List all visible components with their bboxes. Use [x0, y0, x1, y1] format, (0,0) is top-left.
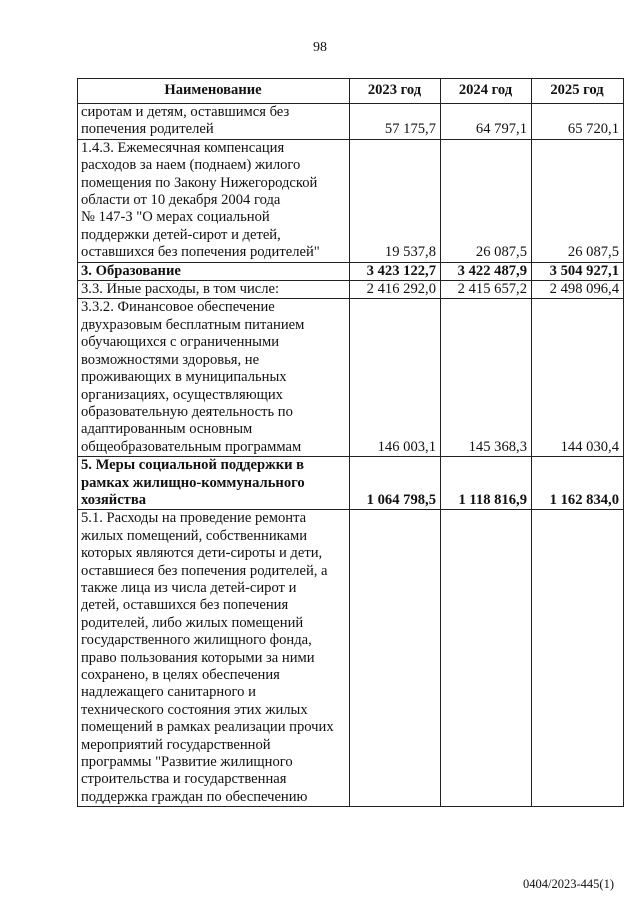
table-header-row — [78, 79, 624, 104]
table-row — [78, 104, 624, 140]
row-value-2025: 1 162 834,0 — [532, 457, 624, 510]
row-value-2024: 3 422 487,9 — [441, 262, 532, 280]
row-name: сиротам и детям, оставшимся без попечения родителей — [78, 104, 350, 140]
row-value-2024: 64 797,1 — [441, 104, 532, 140]
row-name: 5. Меры социальной поддержки в рамках жилищно-коммунального хозяйства — [78, 457, 350, 510]
table-row — [78, 299, 624, 457]
row-value-2024 — [441, 510, 532, 807]
row-name: 3. Образование — [78, 262, 350, 280]
row-value-2023 — [350, 510, 441, 807]
row-name: 5.1. Расходы на проведение ремонта жилых помещений, собственниками которых являются дети-сироты и дети, оставшиеся без попечения родителей, а также лица из числа детей-сирот и детей, оставшихся без попечения родителей, либо жилых помещений государственного жилищного фонда, право пользования которыми за ними сохранено, в целях обеспечения надлежащего санитарного и технического состояния этих жилых помещений в рамках реализации прочих мероприятий государственной программы "Развитие жилищного строительства и государственная поддержка граждан по обеспечению — [78, 510, 350, 807]
row-value-2024: 2 415 657,2 — [441, 281, 532, 299]
table-row-section — [78, 457, 624, 510]
table-row — [78, 281, 624, 299]
row-value-2024: 145 368,3 — [441, 299, 532, 457]
row-value-2025: 2 498 096,4 — [532, 281, 624, 299]
row-value-2025: 3 504 927,1 — [532, 262, 624, 280]
row-value-2023: 1 064 798,5 — [350, 457, 441, 510]
row-name: 3.3. Иные расходы, в том числе: — [78, 281, 350, 299]
header-2024: 2024 год — [441, 79, 532, 104]
header-2025: 2025 год — [532, 79, 624, 104]
table-row — [78, 139, 624, 262]
row-value-2023: 146 003,1 — [350, 299, 441, 457]
row-value-2023: 57 175,7 — [350, 104, 441, 140]
row-value-2023: 2 416 292,0 — [350, 281, 441, 299]
row-value-2023: 19 537,8 — [350, 139, 441, 262]
table-row-section — [78, 262, 624, 280]
row-value-2024: 26 087,5 — [441, 139, 532, 262]
row-value-2025: 144 030,4 — [532, 299, 624, 457]
row-value-2025: 65 720,1 — [532, 104, 624, 140]
row-value-2025 — [532, 510, 624, 807]
row-value-2025: 26 087,5 — [532, 139, 624, 262]
row-name: 1.4.3. Ежемесячная компенсация расходов за наем (поднаем) жилого помещения по Закону Нижегородской области от 10 декабря 2004 года № 147-З "О мерах социальной поддержки детей-сирот и детей, оставшихся без попечения родителей" — [78, 139, 350, 262]
header-name: Наименование — [78, 79, 350, 104]
page-number: 98 — [313, 40, 327, 55]
document-code: 0404/2023-445(1) — [523, 877, 614, 891]
row-value-2023: 3 423 122,7 — [350, 262, 441, 280]
row-value-2024: 1 118 816,9 — [441, 457, 532, 510]
header-2023: 2023 год — [350, 79, 441, 104]
budget-table — [77, 78, 624, 807]
table-row — [78, 510, 624, 807]
row-name: 3.3.2. Финансовое обеспечение двухразовым бесплатным питанием обучающихся с ограниченными возможностями здоровья, не проживающих в муниципальных организациях, осуществляющих образовательную деятельность по адаптированным основным общеобразовательным программам — [78, 299, 350, 457]
